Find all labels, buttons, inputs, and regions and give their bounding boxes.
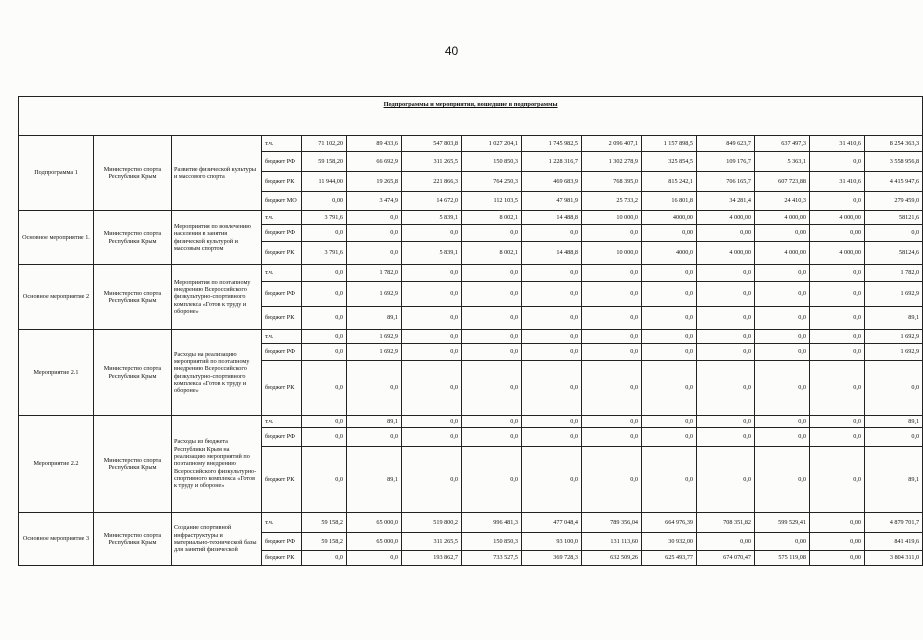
value-cell: 3 791,6: [302, 242, 347, 265]
table-row: [19, 211, 923, 225]
value-cell: 0,0: [810, 344, 865, 361]
value-cell: 0,00: [810, 551, 865, 566]
value-cell: 0,0: [402, 361, 462, 416]
value-cell: 477 048,4: [522, 513, 582, 533]
funding-source: бюджет РФ: [262, 282, 302, 307]
total-cell: 0,0: [865, 361, 923, 416]
value-cell: 0,0: [462, 265, 522, 282]
value-cell: 0,0: [697, 447, 755, 513]
value-cell: 0,0: [462, 282, 522, 307]
value-cell: 89,1: [347, 447, 402, 513]
value-cell: 0,0: [697, 428, 755, 447]
total-cell: 0,0: [865, 225, 923, 242]
value-cell: 65 000,0: [347, 513, 402, 533]
row-description: Расходы на реализацию мероприятий по поэтапному внедрению Всероссийского физкультурно-спортивного комплекса «Готов к труду и обороне»: [172, 330, 262, 416]
value-cell: 0,0: [755, 282, 810, 307]
value-cell: 0,0: [582, 428, 642, 447]
funding-source: т.ч.: [262, 136, 302, 152]
value-cell: 0,0: [347, 551, 402, 566]
value-cell: 0,0: [522, 307, 582, 330]
value-cell: 0,0: [347, 242, 402, 265]
value-cell: 0,0: [697, 361, 755, 416]
value-cell: 47 981,9: [522, 192, 582, 211]
value-cell: 0,00: [697, 225, 755, 242]
value-cell: 469 683,9: [522, 172, 582, 192]
value-cell: 89 433,6: [347, 136, 402, 152]
value-cell: 996 481,3: [462, 513, 522, 533]
funding-source: т.ч.: [262, 265, 302, 282]
value-cell: 5 839,1: [402, 242, 462, 265]
value-cell: 0,0: [642, 282, 697, 307]
total-cell: 1 782,0: [865, 265, 923, 282]
value-cell: 0,0: [755, 416, 810, 428]
total-cell: 841 419,6: [865, 533, 923, 551]
value-cell: 547 803,8: [402, 136, 462, 152]
value-cell: 4 000,00: [810, 211, 865, 225]
funding-table: [18, 96, 923, 566]
value-cell: 1 692,9: [347, 282, 402, 307]
value-cell: 25 733,2: [582, 192, 642, 211]
value-cell: 0,0: [462, 447, 522, 513]
value-cell: 0,0: [755, 428, 810, 447]
row-description: Создание спортивной инфраструктуры и материально-технической базы для занятий физической: [172, 513, 262, 566]
value-cell: 0,0: [302, 265, 347, 282]
value-cell: 0,0: [402, 330, 462, 344]
value-cell: 0,0: [462, 330, 522, 344]
row-group-name: Основное мероприятие 1.: [19, 211, 94, 265]
value-cell: 0,0: [522, 361, 582, 416]
value-cell: 0,00: [755, 533, 810, 551]
value-cell: 607 723,88: [755, 172, 810, 192]
row-group-name: Основное мероприятие 2: [19, 265, 94, 330]
value-cell: 0,0: [755, 344, 810, 361]
funding-source: бюджет РК: [262, 172, 302, 192]
value-cell: 706 165,7: [697, 172, 755, 192]
value-cell: 0,00: [755, 225, 810, 242]
funding-source: бюджет РФ: [262, 533, 302, 551]
value-cell: 0,0: [402, 265, 462, 282]
value-cell: 0,0: [810, 447, 865, 513]
value-cell: 0,0: [582, 344, 642, 361]
value-cell: 0,0: [810, 192, 865, 211]
total-cell: 58124,6: [865, 242, 923, 265]
row-executor: Министерство спорта Республики Крым: [94, 513, 172, 566]
funding-source: бюджет РК: [262, 551, 302, 566]
value-cell: 0,0: [755, 447, 810, 513]
value-cell: 768 395,0: [582, 172, 642, 192]
value-cell: 599 529,41: [755, 513, 810, 533]
value-cell: 0,0: [522, 344, 582, 361]
value-cell: 59 158,2: [302, 533, 347, 551]
value-cell: 0,0: [582, 361, 642, 416]
value-cell: 632 509,26: [582, 551, 642, 566]
table-row: [19, 416, 923, 428]
value-cell: 815 242,1: [642, 172, 697, 192]
value-cell: 30 932,00: [642, 533, 697, 551]
total-cell: 3 804 311,0: [865, 551, 923, 566]
row-description: Мероприятия по вовлечению населения в занятия физической культурой и массовым спортом: [172, 211, 262, 265]
total-cell: 0,0: [865, 428, 923, 447]
total-cell: 1 692,9: [865, 282, 923, 307]
value-cell: 0,0: [402, 225, 462, 242]
value-cell: 19 265,8: [347, 172, 402, 192]
value-cell: 0,0: [810, 361, 865, 416]
funding-source: т.ч.: [262, 211, 302, 225]
row-executor: Министерство спорта Республики Крым: [94, 416, 172, 513]
value-cell: 0,0: [522, 282, 582, 307]
value-cell: 0,0: [642, 428, 697, 447]
value-cell: 0,0: [522, 447, 582, 513]
value-cell: 637 497,3: [755, 136, 810, 152]
value-cell: 0,00: [810, 225, 865, 242]
row-group-name: Мероприятие 2.2: [19, 416, 94, 513]
funding-source: бюджет РФ: [262, 428, 302, 447]
value-cell: 575 119,08: [755, 551, 810, 566]
value-cell: 0,0: [810, 307, 865, 330]
value-cell: 0,0: [347, 211, 402, 225]
value-cell: 0,0: [810, 416, 865, 428]
page-number: 40: [444, 44, 459, 58]
value-cell: 89,1: [347, 416, 402, 428]
value-cell: 0,00: [642, 225, 697, 242]
value-cell: 1 228 316,7: [522, 152, 582, 172]
value-cell: 0,00: [302, 192, 347, 211]
value-cell: 0,0: [810, 265, 865, 282]
value-cell: 8 002,1: [462, 242, 522, 265]
section-header: Подпрограммы и мероприятия, вошедшие в подпрограммы: [19, 97, 923, 136]
funding-source: бюджет РК: [262, 447, 302, 513]
value-cell: 0,0: [402, 416, 462, 428]
total-cell: 1 692,9: [865, 330, 923, 344]
value-cell: 0,0: [347, 428, 402, 447]
value-cell: 0,0: [582, 307, 642, 330]
total-cell: 3 558 956,8: [865, 152, 923, 172]
table-row: [19, 513, 923, 533]
value-cell: 369 728,3: [522, 551, 582, 566]
value-cell: 0,0: [302, 307, 347, 330]
value-cell: 1 302 278,9: [582, 152, 642, 172]
value-cell: 0,0: [402, 307, 462, 330]
value-cell: 0,0: [755, 307, 810, 330]
value-cell: 0,0: [642, 307, 697, 330]
row-description: Расходы из бюджета Республики Крым на реализацию мероприятий по поэтапному внедрению Всероссийского физкультурно-спортивного комплекса «Готов к труду и обороне»: [172, 416, 262, 513]
value-cell: 0,00: [810, 513, 865, 533]
funding-source: т.ч.: [262, 416, 302, 428]
value-cell: 1 692,9: [347, 330, 402, 344]
value-cell: 112 103,5: [462, 192, 522, 211]
table-row: [19, 330, 923, 344]
value-cell: 24 410,3: [755, 192, 810, 211]
value-cell: 0,0: [462, 307, 522, 330]
value-cell: 1 027 204,1: [462, 136, 522, 152]
value-cell: 65 000,0: [347, 533, 402, 551]
value-cell: 0,0: [755, 265, 810, 282]
value-cell: 0,0: [302, 551, 347, 566]
value-cell: 0,0: [642, 416, 697, 428]
value-cell: 0,0: [582, 282, 642, 307]
value-cell: 0,0: [697, 282, 755, 307]
value-cell: 1 782,0: [347, 265, 402, 282]
value-cell: 14 488,8: [522, 242, 582, 265]
value-cell: 311 265,5: [402, 533, 462, 551]
value-cell: 3 791,6: [302, 211, 347, 225]
total-cell: 8 254 363,3: [865, 136, 923, 152]
value-cell: 708 351,82: [697, 513, 755, 533]
value-cell: 109 176,7: [697, 152, 755, 172]
value-cell: 4000,0: [642, 242, 697, 265]
value-cell: 0,0: [302, 416, 347, 428]
value-cell: 0,0: [402, 428, 462, 447]
value-cell: 0,0: [522, 416, 582, 428]
total-cell: 58121,6: [865, 211, 923, 225]
value-cell: 0,0: [697, 265, 755, 282]
row-executor: Министерство спорта Республики Крым: [94, 136, 172, 211]
value-cell: 66 692,9: [347, 152, 402, 172]
value-cell: 14 488,8: [522, 211, 582, 225]
value-cell: 34 281,4: [697, 192, 755, 211]
total-cell: 4 415 947,6: [865, 172, 923, 192]
funding-source: бюджет РК: [262, 307, 302, 330]
value-cell: 0,0: [697, 330, 755, 344]
value-cell: 59 158,2: [302, 513, 347, 533]
value-cell: 4000,00: [642, 211, 697, 225]
header-row: [19, 97, 923, 136]
value-cell: 4 000,00: [755, 242, 810, 265]
value-cell: 0,0: [810, 152, 865, 172]
total-cell: 279 459,0: [865, 192, 923, 211]
value-cell: 4 000,00: [697, 242, 755, 265]
value-cell: 31 410,6: [810, 136, 865, 152]
value-cell: 0,0: [302, 225, 347, 242]
funding-source: т.ч.: [262, 330, 302, 344]
value-cell: 0,0: [462, 361, 522, 416]
value-cell: 0,0: [642, 361, 697, 416]
value-cell: 5 363,1: [755, 152, 810, 172]
total-cell: 89,1: [865, 447, 923, 513]
value-cell: 71 102,20: [302, 136, 347, 152]
funding-source: т.ч.: [262, 513, 302, 533]
total-cell: 1 692,9: [865, 344, 923, 361]
value-cell: 0,0: [582, 225, 642, 242]
funding-source: бюджет РФ: [262, 344, 302, 361]
funding-source: бюджет РК: [262, 361, 302, 416]
row-description: Развитие физической культуры и массового спорта: [172, 136, 262, 211]
value-cell: 131 113,60: [582, 533, 642, 551]
value-cell: 0,0: [582, 330, 642, 344]
value-cell: 0,0: [697, 344, 755, 361]
value-cell: 0,0: [347, 225, 402, 242]
value-cell: 0,0: [582, 416, 642, 428]
value-cell: 0,0: [755, 330, 810, 344]
value-cell: 4 000,00: [697, 211, 755, 225]
value-cell: 150 850,3: [462, 152, 522, 172]
value-cell: 0,0: [697, 416, 755, 428]
value-cell: 0,0: [302, 428, 347, 447]
row-group-name: Основное мероприятие 3: [19, 513, 94, 566]
value-cell: 1 157 898,5: [642, 136, 697, 152]
row-description: Мероприятия по поэтапному внедрению Всероссийского физкультурно-спортивного комплекса «Готов к труду и обороне»: [172, 265, 262, 330]
value-cell: 8 002,1: [462, 211, 522, 225]
value-cell: 31 410,6: [810, 172, 865, 192]
value-cell: 2 096 407,1: [582, 136, 642, 152]
total-cell: 89,1: [865, 416, 923, 428]
total-cell: 89,1: [865, 307, 923, 330]
value-cell: 4 000,00: [755, 211, 810, 225]
funding-source: бюджет МО: [262, 192, 302, 211]
funding-source: бюджет РФ: [262, 152, 302, 172]
value-cell: 11 944,00: [302, 172, 347, 192]
row-group-name: Подпрограмма 1: [19, 136, 94, 211]
value-cell: 0,0: [302, 361, 347, 416]
value-cell: 14 672,0: [402, 192, 462, 211]
value-cell: 0,0: [462, 416, 522, 428]
value-cell: 0,0: [755, 361, 810, 416]
row-executor: Министерство спорта Республики Крым: [94, 330, 172, 416]
funding-source: бюджет РФ: [262, 225, 302, 242]
value-cell: 0,0: [402, 282, 462, 307]
table-row: [19, 265, 923, 282]
value-cell: 0,0: [697, 307, 755, 330]
table-row: [19, 136, 923, 152]
value-cell: 10 000,0: [582, 242, 642, 265]
value-cell: 10 000,0: [582, 211, 642, 225]
value-cell: 519 800,2: [402, 513, 462, 533]
value-cell: 0,0: [642, 344, 697, 361]
value-cell: 664 976,39: [642, 513, 697, 533]
value-cell: 0,0: [302, 282, 347, 307]
value-cell: 0,0: [462, 225, 522, 242]
value-cell: 789 356,04: [582, 513, 642, 533]
value-cell: 0,0: [302, 447, 347, 513]
value-cell: 0,0: [582, 265, 642, 282]
value-cell: 221 866,3: [402, 172, 462, 192]
value-cell: 16 801,8: [642, 192, 697, 211]
value-cell: 0,0: [642, 447, 697, 513]
value-cell: 0,00: [810, 533, 865, 551]
value-cell: 0,0: [462, 344, 522, 361]
value-cell: 1 692,9: [347, 344, 402, 361]
value-cell: 0,0: [810, 282, 865, 307]
value-cell: 1 745 982,5: [522, 136, 582, 152]
value-cell: 93 100,0: [522, 533, 582, 551]
value-cell: 0,0: [522, 330, 582, 344]
value-cell: 89,1: [347, 307, 402, 330]
value-cell: 325 854,5: [642, 152, 697, 172]
value-cell: 0,0: [810, 330, 865, 344]
value-cell: 4 000,00: [810, 242, 865, 265]
value-cell: 0,0: [302, 344, 347, 361]
value-cell: 0,00: [697, 533, 755, 551]
value-cell: 193 862,7: [402, 551, 462, 566]
value-cell: 0,0: [522, 225, 582, 242]
value-cell: 733 527,5: [462, 551, 522, 566]
value-cell: 0,0: [402, 447, 462, 513]
row-group-name: Мероприятие 2.1: [19, 330, 94, 416]
row-executor: Министерство спорта Республики Крым: [94, 211, 172, 265]
value-cell: 150 850,3: [462, 533, 522, 551]
value-cell: 0,0: [522, 265, 582, 282]
value-cell: 0,0: [302, 330, 347, 344]
value-cell: 764 250,3: [462, 172, 522, 192]
value-cell: 0,0: [462, 428, 522, 447]
value-cell: 625 493,77: [642, 551, 697, 566]
value-cell: 5 839,1: [402, 211, 462, 225]
funding-source: бюджет РК: [262, 242, 302, 265]
row-executor: Министерство спорта Республики Крым: [94, 265, 172, 330]
value-cell: 0,0: [582, 447, 642, 513]
value-cell: 0,0: [522, 428, 582, 447]
value-cell: 3 474,9: [347, 192, 402, 211]
value-cell: 0,0: [810, 428, 865, 447]
value-cell: 0,0: [642, 330, 697, 344]
value-cell: 849 623,7: [697, 136, 755, 152]
total-cell: 4 879 701,7: [865, 513, 923, 533]
value-cell: 0,0: [402, 344, 462, 361]
value-cell: 674 070,47: [697, 551, 755, 566]
value-cell: 0,0: [642, 265, 697, 282]
value-cell: 59 158,20: [302, 152, 347, 172]
value-cell: 311 265,5: [402, 152, 462, 172]
value-cell: 0,0: [347, 361, 402, 416]
